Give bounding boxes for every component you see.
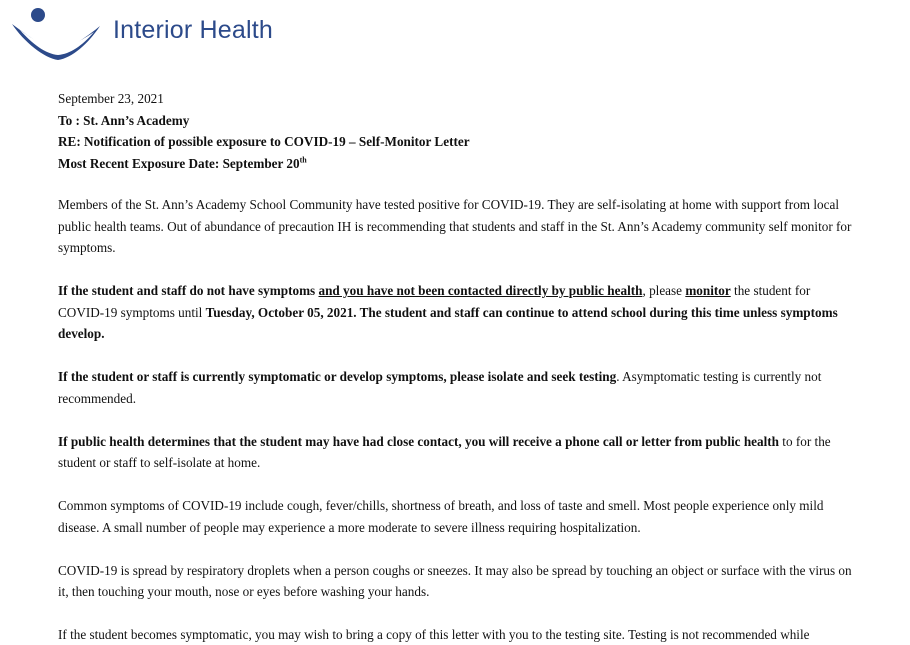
- p3-isolate: If the student or staff is currently symptomatic or develop symptoms, please isolate and seek testing: [58, 369, 617, 384]
- exposure-date-suffix: th: [299, 155, 307, 165]
- exposure-date: [58, 153, 858, 175]
- p2-lead: If the student and staff do not have symptoms: [58, 283, 319, 298]
- letter-subject: RE: Notification of possible exposure to COVID-19 – Self-Monitor Letter: [58, 134, 470, 149]
- p2-not-contacted: and you have not been contacted directly by public health: [318, 283, 643, 298]
- p2-please: , please: [642, 283, 686, 298]
- paragraph-common-symptoms: Common symptoms of COVID-19 include cough, fever/chills, shortness of breath, and loss of taste and smell. Most people experience only mild disease. A small number of people may experience a more moderate to severe illness requiring hospitalization.: [58, 498, 824, 535]
- paragraph-spread: COVID-19 is spread by respiratory droplets when a person coughs or sneezes. It may also be spread by touching an object or surface with the virus on it, then touching your mouth, nose or eyes before washing your hands.: [58, 562, 852, 599]
- paragraph-positive-cases: Members of the St. Ann’s Academy School Community have tested positive for COVID-19. They are self-isolating at home with support from local public health teams. Out of abundance of precaution IH is recommending that students and staff in the St. Ann’s Academy community self monitor for symptoms.: [58, 197, 852, 255]
- p4-self-isolate: to for the student or staff to self-isolate at home.: [58, 433, 831, 470]
- org-name: Interior Health: [113, 16, 274, 44]
- interior-health-logo-icon: [8, 6, 104, 62]
- p2-deadline: Tuesday, October 05, 2021. The student and staff can continue to attend school during this time unless symptoms develop.: [58, 304, 838, 341]
- letter-date: September 23, 2021: [58, 91, 164, 106]
- paragraph-close-contact: [58, 431, 858, 474]
- letter-body: [58, 88, 858, 645]
- exposure-date-text: Most Recent Exposure Date: September 20: [58, 155, 300, 171]
- p2-until: the student for COVID-19 symptoms until: [58, 283, 811, 320]
- paragraph-no-symptoms: [58, 280, 858, 345]
- paragraph-testing: If the student becomes symptomatic, you may wish to bring a copy of this letter with you to the testing site. Testing is not recommended while: [58, 627, 810, 642]
- p4-public-health: If public health determines that the student may have had close contact, you will receive a phone call or letter from public health: [58, 433, 779, 449]
- letter-recipient: To : St. Ann’s Academy: [58, 112, 190, 128]
- letter-header: [58, 88, 858, 174]
- p3-asymptomatic: . Asymptomatic testing is currently not recommended.: [58, 369, 822, 406]
- p2-monitor: monitor: [685, 283, 731, 298]
- paragraph-symptomatic: [58, 366, 858, 409]
